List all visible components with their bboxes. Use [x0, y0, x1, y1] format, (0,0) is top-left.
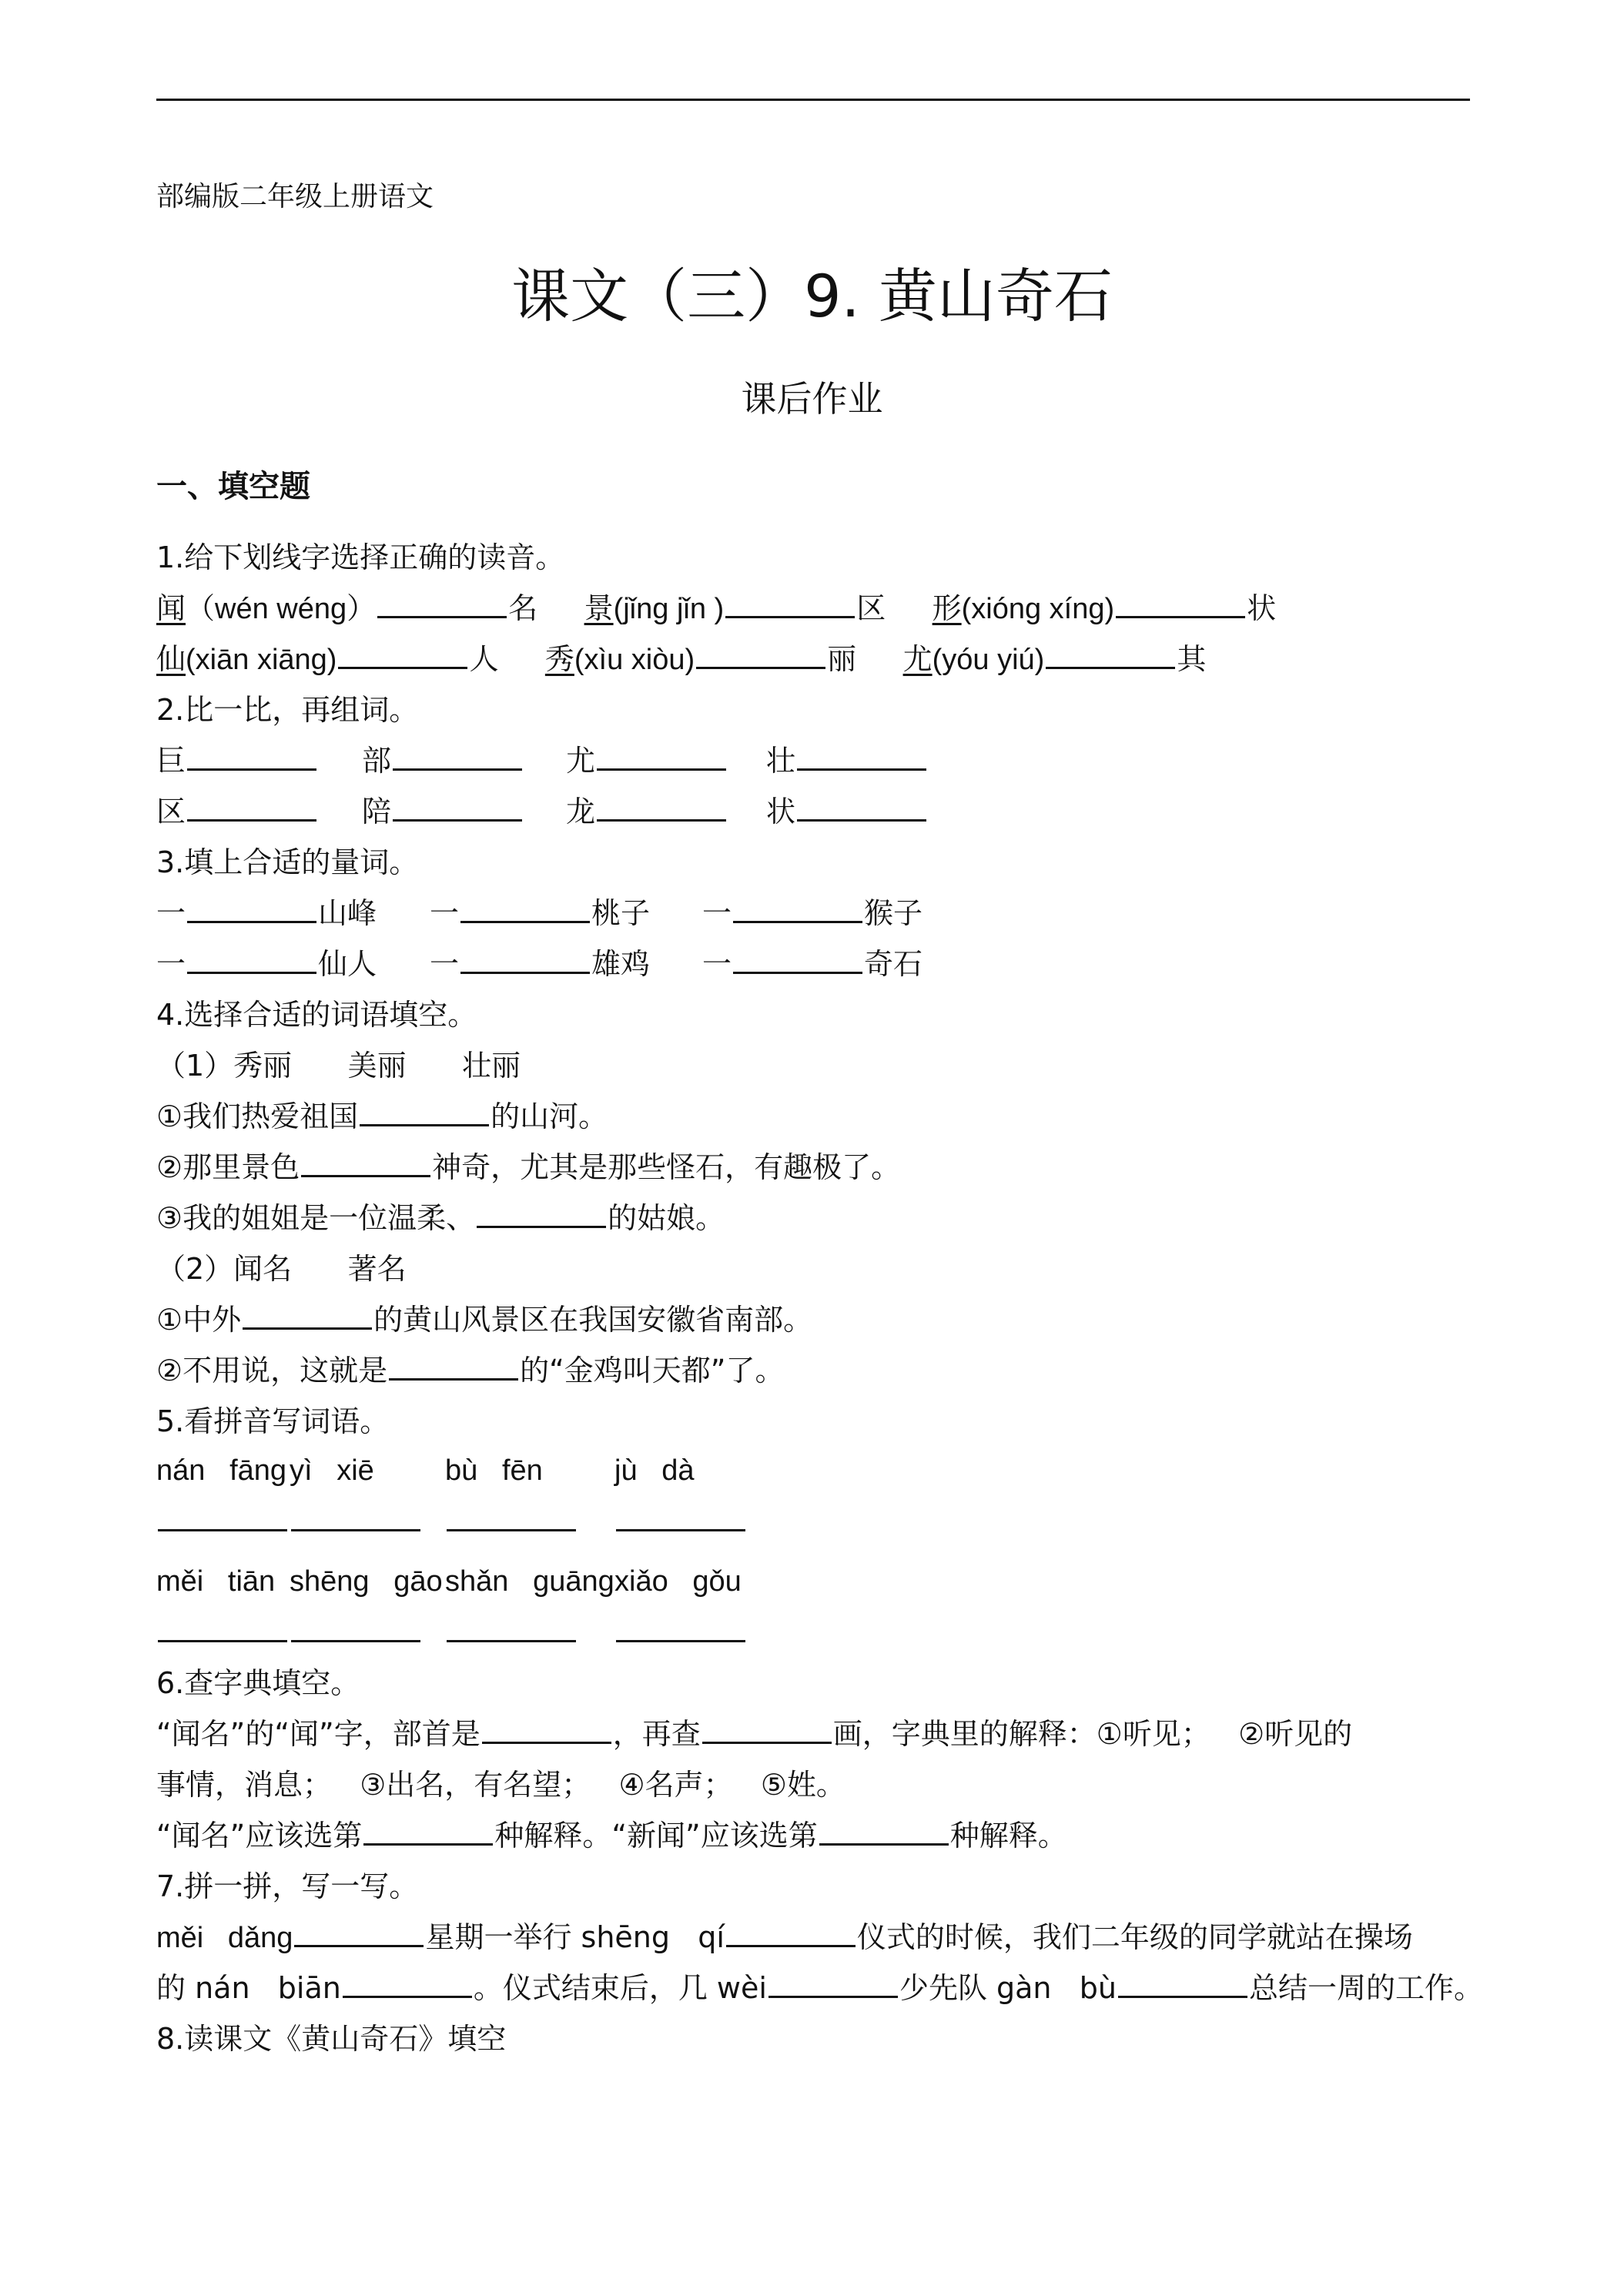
q1-char: 闻: [156, 591, 186, 625]
q3-noun: 猴子: [864, 896, 923, 930]
q2-char: 部: [362, 744, 392, 778]
answer-blank[interactable]: [725, 590, 855, 618]
q1-prompt: 1.给下划线字选择正确的读音。: [156, 541, 565, 574]
q1-char: 形: [932, 591, 962, 625]
q6-text: 种解释。“新闻”应该选第: [494, 1819, 818, 1853]
section-heading: 一、填空题: [156, 469, 310, 504]
q3-noun: 奇石: [864, 947, 923, 981]
answer-blank[interactable]: [616, 1503, 745, 1531]
q2-item: [766, 793, 928, 830]
q4-text: 的姑娘。: [608, 1201, 725, 1235]
q6-text: ，再查: [612, 1717, 701, 1751]
q3-item: [156, 895, 377, 932]
q7-text: 总结一周的工作。: [1248, 1971, 1483, 2005]
answer-blank[interactable]: [726, 1919, 856, 1947]
answer-blank[interactable]: [597, 742, 726, 771]
q4-text: ①中外: [156, 1303, 242, 1337]
q2-item: [156, 793, 318, 830]
answer-blank[interactable]: [447, 1614, 576, 1642]
q5-blank-row: [614, 1614, 747, 1651]
q3-noun: 山峰: [318, 896, 377, 930]
q2-prompt: 2.比一比，再组词。: [156, 693, 419, 727]
q5-blank-row: [445, 1503, 578, 1540]
q4-text: 的山河。: [491, 1099, 608, 1133]
q7-line: [156, 1919, 1413, 1956]
q3-item: [430, 946, 650, 982]
q2-item: [766, 742, 928, 779]
answer-blank[interactable]: [733, 895, 862, 923]
answer-blank[interactable]: [291, 1503, 420, 1531]
q6-prompt: 6.查字典填空。: [156, 1666, 360, 1700]
q4-sentence: [156, 1149, 900, 1186]
answer-blank[interactable]: [301, 1149, 430, 1177]
q5-pinyin: xiǎo gǒu: [614, 1565, 742, 1598]
header-rule: [156, 99, 1470, 101]
q2-item: [362, 793, 524, 830]
q2-char: 陪: [362, 795, 392, 828]
q2-char: 壮: [766, 744, 796, 778]
q2-char: 区: [156, 795, 186, 828]
answer-blank[interactable]: [797, 742, 926, 771]
q1-options: (yóu yiú): [932, 644, 1045, 676]
q2-char: 尤: [566, 744, 596, 778]
answer-blank[interactable]: [360, 1098, 489, 1126]
q3-item: [430, 895, 650, 932]
answer-blank[interactable]: [797, 793, 926, 822]
q2-item: [566, 793, 728, 830]
q6-definitions: 事情，消息； ③出名，有名望； ④名声； ⑤姓。: [156, 1768, 845, 1802]
q4-sentence: [156, 1200, 725, 1237]
q6-line: [156, 1715, 1352, 1752]
q1-row2: [156, 641, 1206, 678]
q3-prefix: 一: [430, 947, 460, 981]
answer-blank[interactable]: [597, 793, 726, 822]
q4-group2-words: （2）闻名 著名: [156, 1252, 407, 1286]
q5-pinyin: shēng gāo: [290, 1565, 443, 1598]
answer-blank[interactable]: [343, 1970, 472, 1998]
q3-item: [156, 946, 377, 982]
q5-pinyin: yì xiē: [290, 1454, 374, 1487]
q1-options: (xìu xiòu): [574, 644, 695, 676]
q6-text: “闻名”应该选第: [156, 1819, 363, 1853]
q1-char: 景: [584, 591, 614, 625]
q1-options: (xiān xiāng): [186, 644, 337, 676]
q4-group1-words: （1）秀丽 美丽 壮丽: [156, 1049, 521, 1083]
q7-prompt: 7.拼一拼，写一写。: [156, 1869, 419, 1903]
answer-blank[interactable]: [187, 895, 316, 923]
q1-suffix: 其: [1177, 642, 1207, 676]
q2-item: [156, 742, 318, 779]
answer-blank[interactable]: [243, 1301, 372, 1330]
q6-text: “闻名”的“闻”字，部首是: [156, 1717, 481, 1751]
answer-blank[interactable]: [393, 742, 522, 771]
q1-suffix: 名: [508, 591, 538, 625]
q5-pinyin: bù fēn: [445, 1454, 543, 1487]
q2-item: [362, 742, 524, 779]
q3-prefix: 一: [702, 947, 732, 981]
q8-prompt: 8.读课文《黄山奇石》填空: [156, 2022, 507, 2056]
q2-char: 状: [766, 795, 796, 828]
q7-text: 。仪式结束后，几 wèi: [473, 1971, 767, 2005]
q1-char: 秀: [544, 642, 574, 676]
q2-char: 巨: [156, 744, 186, 778]
q3-prompt: 3.填上合适的量词。: [156, 845, 419, 879]
q4-sentence: [156, 1352, 784, 1389]
q6-text: 种解释。: [949, 1819, 1067, 1853]
answer-blank[interactable]: [363, 1817, 493, 1846]
q3-noun: 仙人: [318, 947, 377, 981]
q5-blank-row: [290, 1503, 422, 1540]
q7-line: [156, 1970, 1483, 2006]
answer-blank[interactable]: [291, 1614, 420, 1642]
answer-blank[interactable]: [702, 1715, 832, 1744]
answer-blank[interactable]: [187, 793, 316, 822]
answer-blank[interactable]: [696, 641, 825, 669]
answer-blank[interactable]: [158, 1614, 287, 1642]
q3-noun: 雄鸡: [591, 947, 651, 981]
page-subtitle: 课后作业: [741, 378, 883, 420]
q4-prompt: 4.选择合适的词语填空。: [156, 998, 477, 1032]
q5-blank-row: [445, 1614, 578, 1651]
answer-blank[interactable]: [377, 590, 507, 618]
answer-blank[interactable]: [187, 946, 316, 974]
q7-text: 的 nán biān: [156, 1971, 341, 2005]
answer-blank[interactable]: [460, 895, 590, 923]
q4-text: ②不用说，这就是: [156, 1354, 388, 1387]
q3-prefix: 一: [156, 896, 186, 930]
q4-sentence: [156, 1301, 812, 1338]
answer-blank[interactable]: [482, 1715, 611, 1744]
q2-item: [566, 742, 728, 779]
q6-text: 画，字典里的解释：①听见； ②听见的: [832, 1717, 1353, 1751]
q2-char: 龙: [566, 795, 596, 828]
page-title: 课文（三）9. 黄山奇石: [511, 262, 1113, 330]
q4-text: 的黄山风景区在我国安徽省南部。: [373, 1303, 813, 1337]
q1-suffix: 区: [856, 591, 886, 625]
q4-sentence: [156, 1098, 608, 1135]
q1-suffix: 人: [469, 642, 499, 676]
q4-text: ②那里景色: [156, 1150, 300, 1184]
q3-prefix: 一: [702, 896, 732, 930]
answer-blank[interactable]: [1046, 641, 1175, 669]
answer-blank[interactable]: [819, 1817, 949, 1846]
answer-blank[interactable]: [393, 793, 522, 822]
q1-suffix: 丽: [827, 642, 857, 676]
answer-blank[interactable]: [338, 641, 467, 669]
q7-text: měi dǎng: [156, 1922, 293, 1954]
q5-blank-row: [156, 1614, 289, 1651]
q5-prompt: 5.看拼音写词语。: [156, 1404, 390, 1438]
q5-pinyin: jù dà: [614, 1454, 695, 1487]
q7-text: 少先队 gàn bù: [899, 1971, 1117, 2005]
q5-blank-row: [156, 1503, 289, 1540]
answer-blank[interactable]: [389, 1352, 518, 1381]
q5-pinyin: nán fāng: [156, 1454, 287, 1487]
q1-char: 尤: [902, 642, 933, 676]
q5-pinyin: shǎn guāng: [445, 1565, 614, 1598]
answer-blank[interactable]: [187, 742, 316, 771]
q7-text: 仪式的时候，我们二年级的同学就站在操场: [856, 1920, 1413, 1954]
q1-row1: [156, 590, 1276, 628]
q1-options: (jǐng jǐn ): [613, 593, 725, 625]
answer-blank[interactable]: [616, 1614, 745, 1642]
q3-noun: 桃子: [591, 896, 651, 930]
answer-blank[interactable]: [158, 1503, 287, 1531]
q5-pinyin: měi tiān: [156, 1565, 276, 1598]
q5-blank-row: [614, 1503, 747, 1540]
q1-options: (xióng xíng): [961, 593, 1115, 625]
q4-text: ③我的姐姐是一位温柔、: [156, 1201, 476, 1235]
q1-options: （wén wéng）: [186, 593, 377, 625]
q4-text: 神奇，尤其是那些怪石，有趣极了。: [432, 1150, 901, 1184]
q4-text: 的“金鸡叫天都”了。: [520, 1354, 785, 1387]
q3-item: [702, 946, 922, 982]
answer-blank[interactable]: [294, 1919, 424, 1947]
q1-char: 仙: [156, 642, 186, 676]
q6-line: [156, 1817, 1067, 1854]
answer-blank[interactable]: [447, 1503, 576, 1531]
q3-item: [702, 895, 922, 932]
q1-suffix: 状: [1247, 591, 1277, 625]
q3-prefix: 一: [156, 947, 186, 981]
answer-blank[interactable]: [733, 946, 862, 974]
q5-blank-row: [290, 1614, 422, 1651]
answer-blank[interactable]: [1116, 590, 1245, 618]
answer-blank[interactable]: [477, 1200, 606, 1228]
answer-blank[interactable]: [768, 1970, 898, 1998]
q4-text: ①我们热爱祖国: [156, 1099, 359, 1133]
q7-text: 星期一举行 shēng qí: [425, 1920, 725, 1954]
subject-label: 部编版二年级上册语文: [156, 181, 434, 213]
answer-blank[interactable]: [460, 946, 590, 974]
q3-prefix: 一: [430, 896, 460, 930]
answer-blank[interactable]: [1118, 1970, 1247, 1998]
